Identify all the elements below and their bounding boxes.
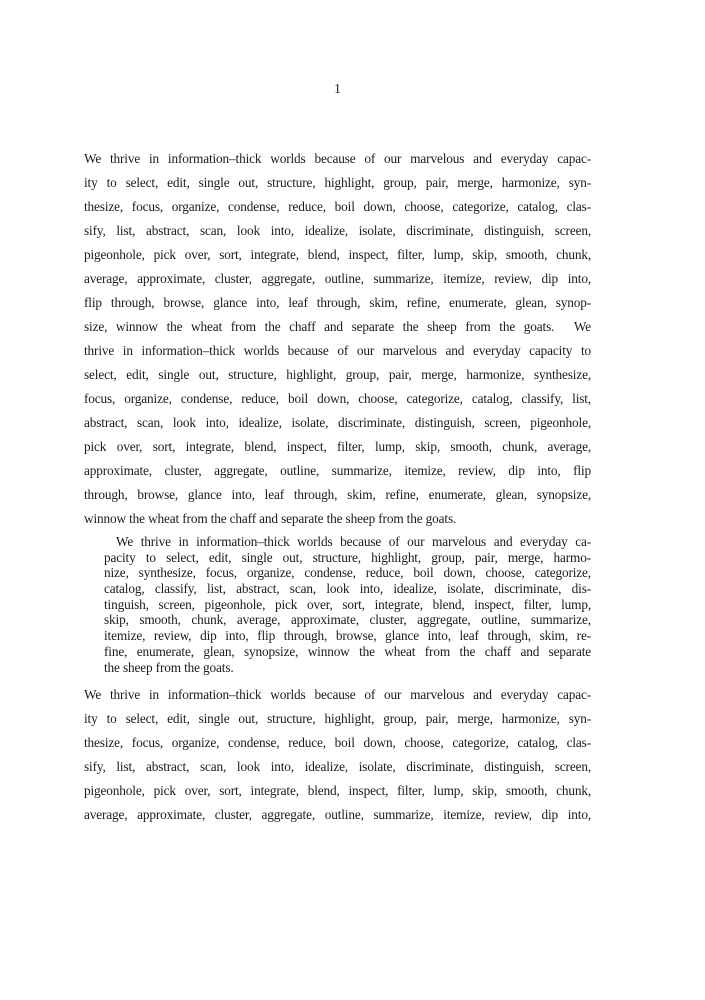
text-line: pick over, sort, integrate, blend, inspect, filter, lump, skip, smooth, chunk, average, [84, 439, 591, 454]
text-line: thesize, focus, organize, condense, reduce, boil down, choose, categorize, catalog, clas- [84, 199, 591, 214]
text-line: approximate, cluster, aggregate, outline, summarize, itemize, review, dip into, flip [84, 463, 591, 478]
text-line: pigeonhole, pick over, sort, integrate, blend, inspect, filter, lump, skip, smooth, chunk, [84, 783, 591, 799]
text-line: select, edit, single out, structure, highlight, group, pair, merge, harmonize, synthesize, [84, 367, 591, 382]
text-line: winnow the wheat from the chaff and separate the sheep from the goats. [84, 511, 457, 526]
text-line: tinguish, screen, pigeonhole, pick over, sort, integrate, blend, inspect, filter, lump, [104, 596, 591, 612]
text-line: ity to select, edit, single out, structure, highlight, group, pair, merge, harmonize, syn- [84, 711, 591, 727]
text-line: We thrive in information–thick worlds because of our marvelous and everyday capac- [84, 687, 591, 703]
text-line: We thrive in information–thick worlds because of our marvelous and everyday ca- [116, 534, 591, 549]
text-line: average, approximate, cluster, aggregate, outline, summarize, itemize, review, dip into, [84, 271, 591, 286]
text-line: thrive in information–thick worlds because of our marvelous and everyday capacity to [84, 343, 591, 358]
text-line: ity to select, edit, single out, structure, highlight, group, pair, merge, harmonize, syn- [84, 175, 591, 190]
paragraph-1 [84, 147, 591, 531]
text-line: average, approximate, cluster, aggregate, outline, summarize, itemize, review, dip into, [84, 807, 591, 823]
text-line: thesize, focus, organize, condense, reduce, boil down, choose, categorize, catalog, clas- [84, 735, 591, 751]
text-line: sify, list, abstract, scan, look into, idealize, isolate, discriminate, distinguish, screen, [84, 759, 591, 775]
text-line: fine, enumerate, glean, synopsize, winnow the wheat from the chaff and separate [104, 643, 591, 659]
text-column [84, 80, 591, 827]
text-line: abstract, scan, look into, idealize, isolate, discriminate, distinguish, screen, pigeonhole, [84, 415, 591, 430]
text-line: through, browse, glance into, leaf through, skim, refine, enumerate, glean, synopsize, [84, 487, 591, 502]
text-line: We thrive in information–thick worlds because of our marvelous and everyday capac- [84, 151, 591, 166]
text-line: pacity to select, edit, single out, structure, highlight, group, pair, merge, harmo- [104, 549, 591, 565]
text-line: itemize, review, dip into, flip through, browse, glance into, leaf through, skim, re- [104, 628, 591, 644]
paragraph-2 [84, 683, 591, 827]
text-line: nize, synthesize, focus, organize, condense, reduce, boil down, choose, categorize, [104, 565, 591, 581]
text-line: skip, smooth, chunk, average, approximate, cluster, aggregate, outline, summarize, [104, 612, 591, 628]
text-line: sify, list, abstract, scan, look into, idealize, isolate, discriminate, distinguish, screen, [84, 223, 591, 238]
text-line: focus, organize, condense, reduce, boil down, choose, categorize, catalog, classify, list, [84, 391, 591, 406]
text-line: the sheep from the goats. [104, 659, 234, 675]
text-line: size, winnow the wheat from the chaff and separate the sheep from the goats. We [84, 319, 591, 334]
text-line: catalog, classify, list, abstract, scan, look into, idealize, isolate, discriminate, dis- [104, 581, 591, 597]
text-line: pigeonhole, pick over, sort, integrate, blend, inspect, filter, lump, skip, smooth, chunk, [84, 247, 591, 262]
page-number: 1 [334, 81, 341, 96]
block-quote [104, 534, 591, 675]
text-line: flip through, browse, glance into, leaf through, skim, refine, enumerate, glean, synop- [84, 295, 591, 310]
